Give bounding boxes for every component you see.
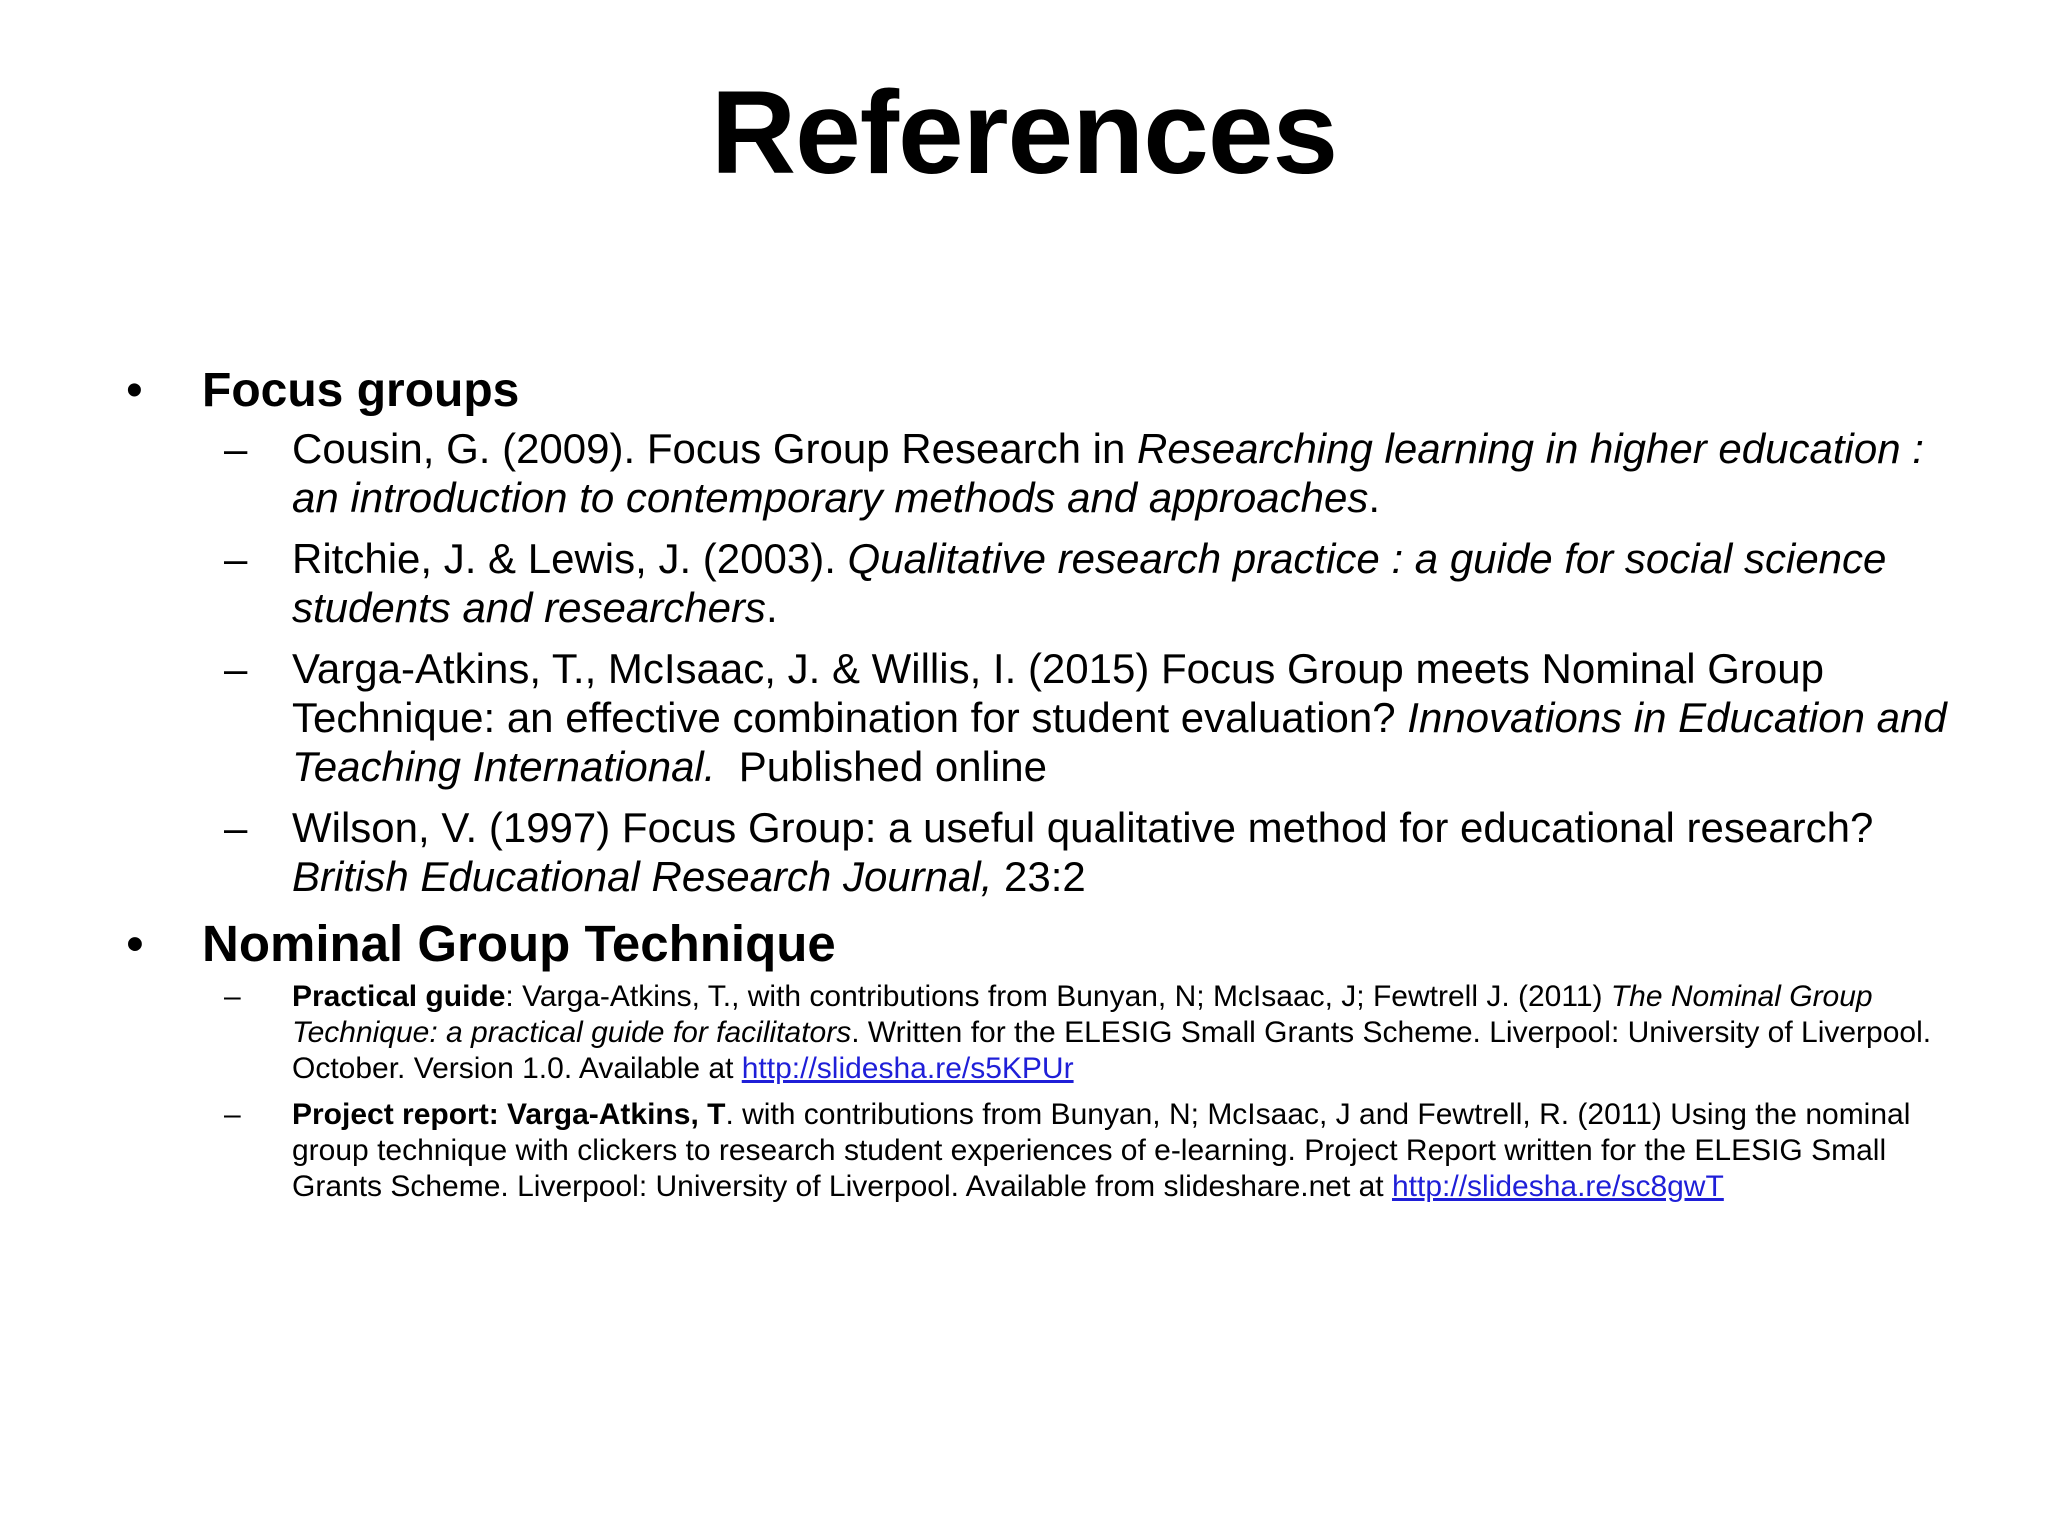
reference-text: : Varga-Atkins, T., with contributions from Bunyan, N; McIsaac, J; Fewtrell J. (2011) <box>505 980 1611 1013</box>
reference-source-title: Qualitative research practice : a guide for social science students and researchers <box>292 535 1887 631</box>
reference-text-tail: 23:2 <box>992 853 1086 900</box>
dash-icon: – <box>224 535 248 582</box>
reference-label: Practical guide <box>292 980 506 1013</box>
section-heading-label: Nominal Group Technique <box>202 915 836 972</box>
reference-item <box>120 424 1950 522</box>
dash-icon: – <box>224 804 248 851</box>
reference-item <box>120 979 1950 1087</box>
section-heading-nominal-group-technique <box>120 913 1950 975</box>
bullet-icon: • <box>126 915 144 972</box>
section-heading-label: Focus groups <box>202 364 520 417</box>
reference-item <box>120 1097 1950 1205</box>
dash-icon: – <box>224 980 241 1013</box>
dash-icon: – <box>224 425 248 472</box>
nominal-group-references <box>120 979 1950 1205</box>
reference-text: Cousin, G. (2009). Focus Group Research in <box>292 425 1138 472</box>
focus-groups-references <box>120 424 1950 901</box>
reference-text: Wilson, V. (1997) Focus Group: a useful qualitative method for educational research? <box>292 804 1874 851</box>
section-heading-focus-groups <box>120 362 1950 420</box>
reference-source-title: The Nominal Group Technique: a practical guide for facilitators <box>292 980 1873 1049</box>
bullet-icon: • <box>126 364 143 417</box>
reference-label: Project report: Varga-Atkins, T <box>292 1098 726 1131</box>
reference-text: . with contributions from Bunyan, N; McIsaac, J and Fewtrell, R. (2011) Using the nominal group technique with clickers to research student experiences of e-learning. Project Report written for the ELESIG Small Grants Scheme. Liverpool: University of Liverpool. Available from slideshare.net at <box>292 1098 1911 1203</box>
reference-link[interactable]: http://slidesha.re/sc8gwT <box>1391 1170 1724 1203</box>
reference-text-tail: . <box>765 584 778 631</box>
dash-icon: – <box>224 645 248 692</box>
reference-text: Ritchie, J. & Lewis, J. (2003). <box>292 535 848 582</box>
reference-source-title: Innovations in Education and Teaching International. <box>292 694 1947 790</box>
reference-item <box>120 534 1950 632</box>
reference-item <box>120 803 1950 901</box>
reference-text-tail: . <box>1368 474 1381 521</box>
slide-title: References <box>710 67 1338 199</box>
reference-source-title: Researching learning in higher education : an introduction to contemporary methods and approaches <box>292 425 1924 521</box>
reference-source-title: British Educational Research Journal, <box>292 853 993 900</box>
reference-link[interactable]: http://slidesha.re/s5KPUr <box>741 1052 1074 1085</box>
reference-text-tail: . Written for the ELESIG Small Grants Scheme. Liverpool: University of Liverpool. October. Version 1.0. Available at <box>292 1016 1932 1085</box>
reference-list <box>120 362 1950 1215</box>
dash-icon: – <box>224 1098 241 1131</box>
reference-text-tail: Published online <box>715 743 1048 790</box>
reference-item <box>120 644 1950 791</box>
reference-text: Varga-Atkins, T., McIsaac, J. & Willis, I. (2015) Focus Group meets Nominal Group Technique: an effective combination for student evaluation? <box>292 645 1824 741</box>
